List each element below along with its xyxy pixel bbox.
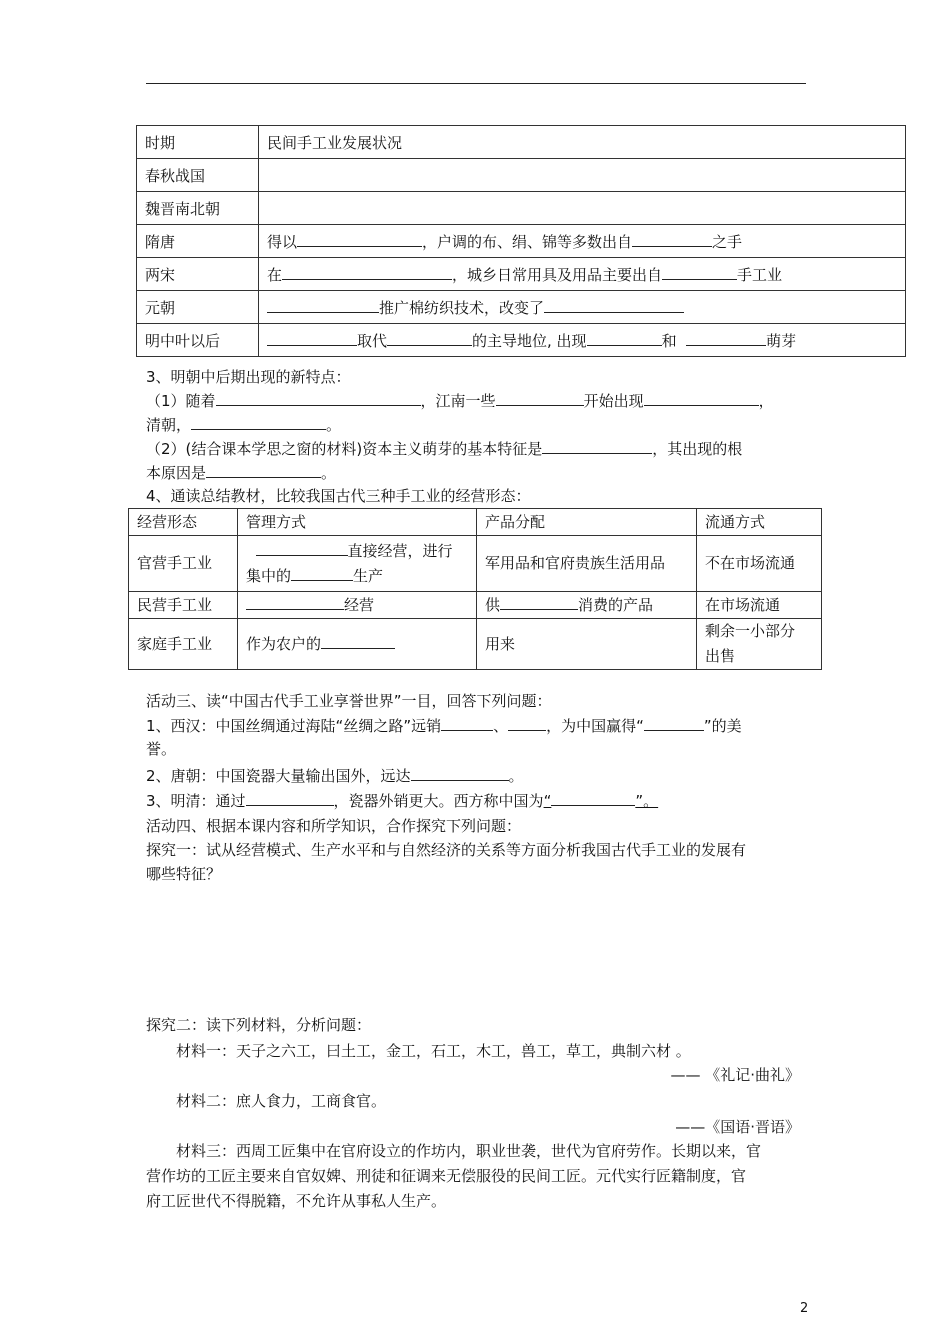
fill-blank[interactable] <box>644 389 759 406</box>
fill-blank[interactable] <box>191 413 326 430</box>
fill-blank[interactable] <box>267 296 379 313</box>
distribution-cell: 用来 <box>477 619 697 670</box>
explore1-line-1: 探究一：试从经营模式、生产水平和与自然经济的关系等方面分析我国古代手工业的发展有 <box>146 841 747 859</box>
material-1: 材料一：天子之六工，曰土工，金工，石工，木工，兽工，草工，典制六材 。 <box>176 1042 691 1060</box>
q3-line-3 <box>146 437 742 459</box>
fill-blank[interactable] <box>256 539 348 556</box>
text: “ <box>543 792 552 810</box>
fill-blank[interactable] <box>216 389 421 406</box>
text: 得以 <box>267 233 298 251</box>
text: 。 <box>321 464 337 482</box>
circulation-cell <box>697 619 822 670</box>
fill-blank[interactable] <box>508 714 546 731</box>
circulation-cell: 在市场流通 <box>697 592 822 619</box>
status-cell <box>259 258 906 291</box>
activity4-title: 活动四、根据本课内容和所学知识，合作探究下列问题： <box>146 817 522 835</box>
text: 之手 <box>712 233 743 251</box>
text: 1、西汉：中国丝绸通过海陆“丝绸之路”远销 <box>146 717 442 735</box>
text: ，瓷器外销更大。西方称中国为 <box>333 792 544 810</box>
table-row <box>137 258 906 291</box>
material-2-source: ——《国语·晋语》 <box>675 1118 800 1136</box>
fill-blank[interactable] <box>246 593 344 610</box>
fill-blank[interactable] <box>542 437 652 454</box>
fill-blank[interactable] <box>686 329 766 346</box>
management-cell <box>238 619 477 670</box>
act3-q1-line-2: 誉。 <box>146 740 177 758</box>
management-cell <box>238 592 477 619</box>
status-cell <box>259 192 906 225</box>
table-row <box>129 536 822 592</box>
text: ，江南一些 <box>420 392 496 410</box>
table-row <box>137 192 906 225</box>
act3-q3 <box>146 789 658 811</box>
fill-blank[interactable] <box>267 329 357 346</box>
period-cell: 明中叶以后 <box>137 324 259 357</box>
q3-title: 3、明朝中后期出现的新特点： <box>146 368 351 386</box>
material-1-source: —— 《礼记·曲礼》 <box>670 1066 800 1084</box>
period-cell: 春秋战国 <box>137 159 259 192</box>
fill-blank[interactable] <box>587 329 662 346</box>
q4-title: 4、通读总结教材，比较我国古代三种手工业的经营形态： <box>146 487 531 505</box>
header-period: 时期 <box>137 126 259 159</box>
fill-blank[interactable] <box>441 714 493 731</box>
status-cell <box>259 291 906 324</box>
text: ，为中国赢得“ <box>546 717 644 735</box>
table-row <box>137 324 906 357</box>
fill-blank[interactable] <box>662 263 737 280</box>
fill-blank[interactable] <box>644 714 704 731</box>
header-form: 经营形态 <box>129 509 238 536</box>
fill-blank[interactable] <box>551 789 635 806</box>
text: ”。 <box>635 792 659 810</box>
fill-blank[interactable] <box>206 461 321 478</box>
fill-blank[interactable] <box>321 632 395 649</box>
material-3-line-1: 材料三：西周工匠集中在官府设立的作坊内，职业世袭，世代为官府劳作。长期以来，官 <box>176 1142 762 1160</box>
table-row <box>129 619 822 670</box>
period-cell: 魏晋南北朝 <box>137 192 259 225</box>
fill-blank[interactable] <box>496 389 584 406</box>
table-header-row <box>137 126 906 159</box>
text: ， <box>758 392 774 410</box>
distribution-cell <box>477 592 697 619</box>
management-cell <box>238 536 477 592</box>
text: ”的美 <box>703 717 742 735</box>
fill-blank[interactable] <box>632 230 712 247</box>
text: 作为农户的 <box>246 634 322 653</box>
text: 取代 <box>357 332 388 350</box>
text: 开始出现 <box>583 392 644 410</box>
q3-line-1 <box>146 389 774 411</box>
text: （1）随着 <box>146 392 216 410</box>
explore1-line-2: 哪些特征？ <box>146 865 222 883</box>
text: 推广棉纺织技术，改变了 <box>379 299 545 317</box>
fill-blank[interactable] <box>291 564 353 581</box>
period-cell: 两宋 <box>137 258 259 291</box>
text: 。 <box>326 416 342 434</box>
fill-blank[interactable] <box>544 296 684 313</box>
form-cell: 家庭手工业 <box>129 619 238 670</box>
fill-blank[interactable] <box>297 230 422 247</box>
table-row <box>137 291 906 324</box>
period-cell: 隋唐 <box>137 225 259 258</box>
text: 剩余一小部分 <box>705 622 796 640</box>
header-distribution: 产品分配 <box>477 509 697 536</box>
text: （2）(结合课本学思之窗的材料)资本主义萌芽的基本特征是 <box>146 440 543 458</box>
text: 3、明清：通过 <box>146 792 246 810</box>
status-cell <box>259 225 906 258</box>
header-circulation: 流通方式 <box>697 509 822 536</box>
text: 本原因是 <box>146 464 207 482</box>
fill-blank[interactable] <box>246 789 334 806</box>
text: 手工业 <box>737 266 783 284</box>
table-row <box>129 592 822 619</box>
text: 、 <box>493 717 509 735</box>
text: 直接经营，进行 <box>347 541 453 560</box>
header-rule <box>146 83 806 84</box>
material-3-line-2: 营作坊的工匠主要来自官奴婢、刑徒和征调来无偿服役的民间工匠。元代实行匠籍制度，官 <box>146 1167 747 1185</box>
form-cell: 官营手工业 <box>129 536 238 592</box>
text: ，户调的布、绢、锦等多数出自 <box>422 233 633 251</box>
status-cell <box>259 324 906 357</box>
text: 清朝， <box>146 416 192 434</box>
text: 集中的 <box>246 566 292 585</box>
text: 在 <box>267 266 283 284</box>
act3-q2 <box>146 764 524 786</box>
management-forms-table <box>128 508 822 670</box>
text: 。 <box>508 767 524 785</box>
text: 出售 <box>705 647 736 665</box>
folk-handicraft-table <box>136 125 906 357</box>
fill-blank[interactable] <box>500 593 578 610</box>
text: ，其出现的根 <box>652 440 743 458</box>
fill-blank[interactable] <box>282 263 452 280</box>
text: 萌芽 <box>766 332 797 350</box>
circulation-cell: 不在市场流通 <box>697 536 822 592</box>
table-row <box>137 225 906 258</box>
text: 生产 <box>353 566 384 585</box>
text: 和 <box>661 332 677 350</box>
header-management: 管理方式 <box>238 509 477 536</box>
text: 的主导地位, 出现 <box>472 332 587 350</box>
text: ，城乡日常用具及用品主要出自 <box>452 266 663 284</box>
material-3-line-3: 府工匠世代不得脱籍，不允许从事私人生产。 <box>146 1192 447 1210</box>
period-cell: 元朝 <box>137 291 259 324</box>
text: 消费的产品 <box>578 595 654 614</box>
material-2: 材料二：庶人食力，工商食官。 <box>176 1092 387 1110</box>
form-cell: 民营手工业 <box>129 592 238 619</box>
act3-q1-line-1 <box>146 714 742 736</box>
text: 经营 <box>344 595 375 614</box>
text: 2、唐朝：中国瓷器大量输出国外，远达 <box>146 767 411 785</box>
fill-blank[interactable] <box>387 329 472 346</box>
explore2-title: 探究二：读下列材料，分析问题： <box>146 1016 372 1034</box>
distribution-cell: 军用品和官府贵族生活用品 <box>477 536 697 592</box>
page-number: 2 <box>800 1301 809 1316</box>
q3-line-2 <box>146 413 341 435</box>
activity3-title: 活动三、读“中国古代手工业享誉世界”一目，回答下列问题： <box>146 692 552 710</box>
header-status: 民间手工业发展状况 <box>259 126 906 159</box>
status-cell <box>259 159 906 192</box>
table-header-row <box>129 509 822 536</box>
fill-blank[interactable] <box>411 764 509 781</box>
q3-line-4 <box>146 461 336 483</box>
text: 供 <box>485 595 501 614</box>
table-row <box>137 159 906 192</box>
